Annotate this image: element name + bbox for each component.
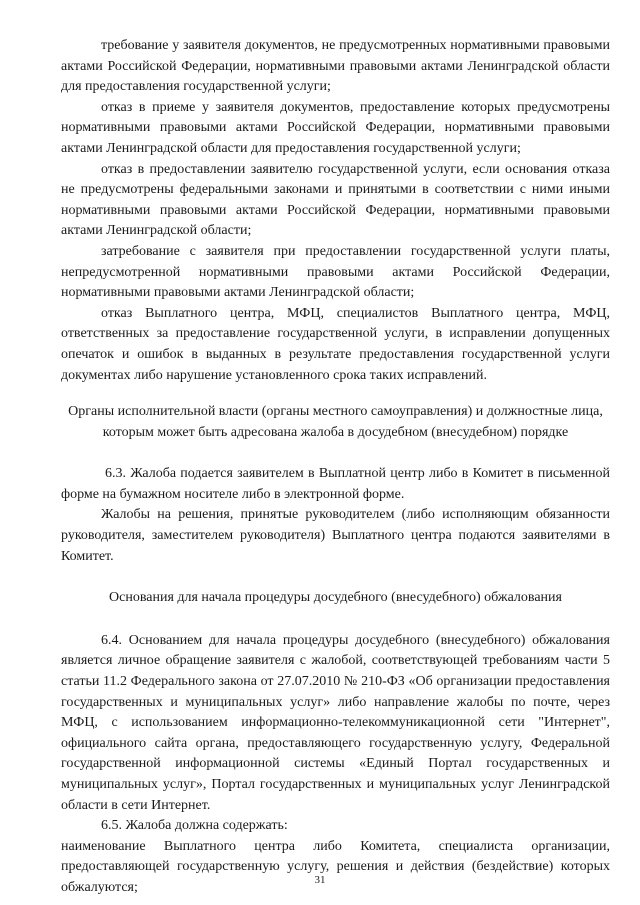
paragraph-correction-refusal: отказ Выплатного центра, МФЦ, специалистов Выплатного центра, МФЦ, ответственных за предоставление государственной услуги, в исправлении допущенных опечаток и ошибок в выданных в результате предоставления государственной услуги документах либо нарушение установленного срока таких исправлений. [61,305,610,383]
paragraph-6-4: 6.4. Основанием для начала процедуры досудебного (внесудебного) обжалования является личное обращение заявителя с жалобой, соответствующей требованиям части 5 статьи 11.2 Федерального закона от 27.07.2010 № 210-ФЗ «Об организации предоставления государственных и муниципальных услуг» либо направление жалобы по почте, через МФЦ, с использованием информационно-телекоммуникационной сети "Интернет", официального сайта органа, предоставляющего государственную услугу, Федеральной государственной информационной системы «Единый Портал государственных и муниципальных услуг», Портал государственных и муниципальных услуг Ленинградской области в сети Интернет. [61,632,610,813]
paragraph-refusal-acceptance: отказ в приеме у заявителя документов, предоставление которых предусмотрены нормативными правовыми актами Российской Федерации, нормативными правовыми актами Ленинградской области для предоставления государственной услуги; [61,99,610,156]
paragraph-requirement: требование у заявителя документов, не предусмотренных нормативными правовыми актами Российской Федерации, нормативными правовыми актами Ленинградской области для предоставления государственной услуги; [61,38,610,95]
paragraph-6-5: 6.5. Жалоба должна содержать: [101,818,288,834]
paragraph-complaints-head: Жалобы на решения, принятые руководителем (либо исполняющим обязанности руководителя, заместителем руководителя) Выплатного центра подаются заявителями в Комитет. [61,507,610,564]
page-content [61,36,610,899]
paragraph-complaint-contents: наименование Выплатного центра либо Комитета, специалиста организации, предоставляющей государственную услугу, решения и действия (бездействие) которых обжалуются; [61,838,610,895]
paragraph-refusal-provision: отказ в предоставлении заявителю государственной услуги, если основания отказа не предусмотрены федеральными законами и принятыми в соответствии с ними иными нормативными правовыми актами Российской Федерации, нормативными правовыми актами Ленинградской области; [61,161,610,239]
paragraph-fee-demand: затребование с заявителя при предоставлении государственной услуги платы, непредусмотренной нормативными правовыми актами Российской Федерации, нормативными правовыми актами Ленинградской области; [61,243,610,301]
section-heading-grounds: Основания для начала процедуры досудебного (внесудебного) обжалования [109,590,562,606]
paragraph-6-3: 6.3. Жалоба подается заявителем в Выплатной центр либо в Комитет в письменной форме на бумажном носителе либо в электронной форме. [61,466,610,502]
section-heading-authorities: Органы исполнительной власти (органы местного самоуправления) и должностные лица, которым может быть адресована жалоба в досудебном (внесудебном) порядке [68,404,603,440]
page-number: 31 [314,874,326,886]
